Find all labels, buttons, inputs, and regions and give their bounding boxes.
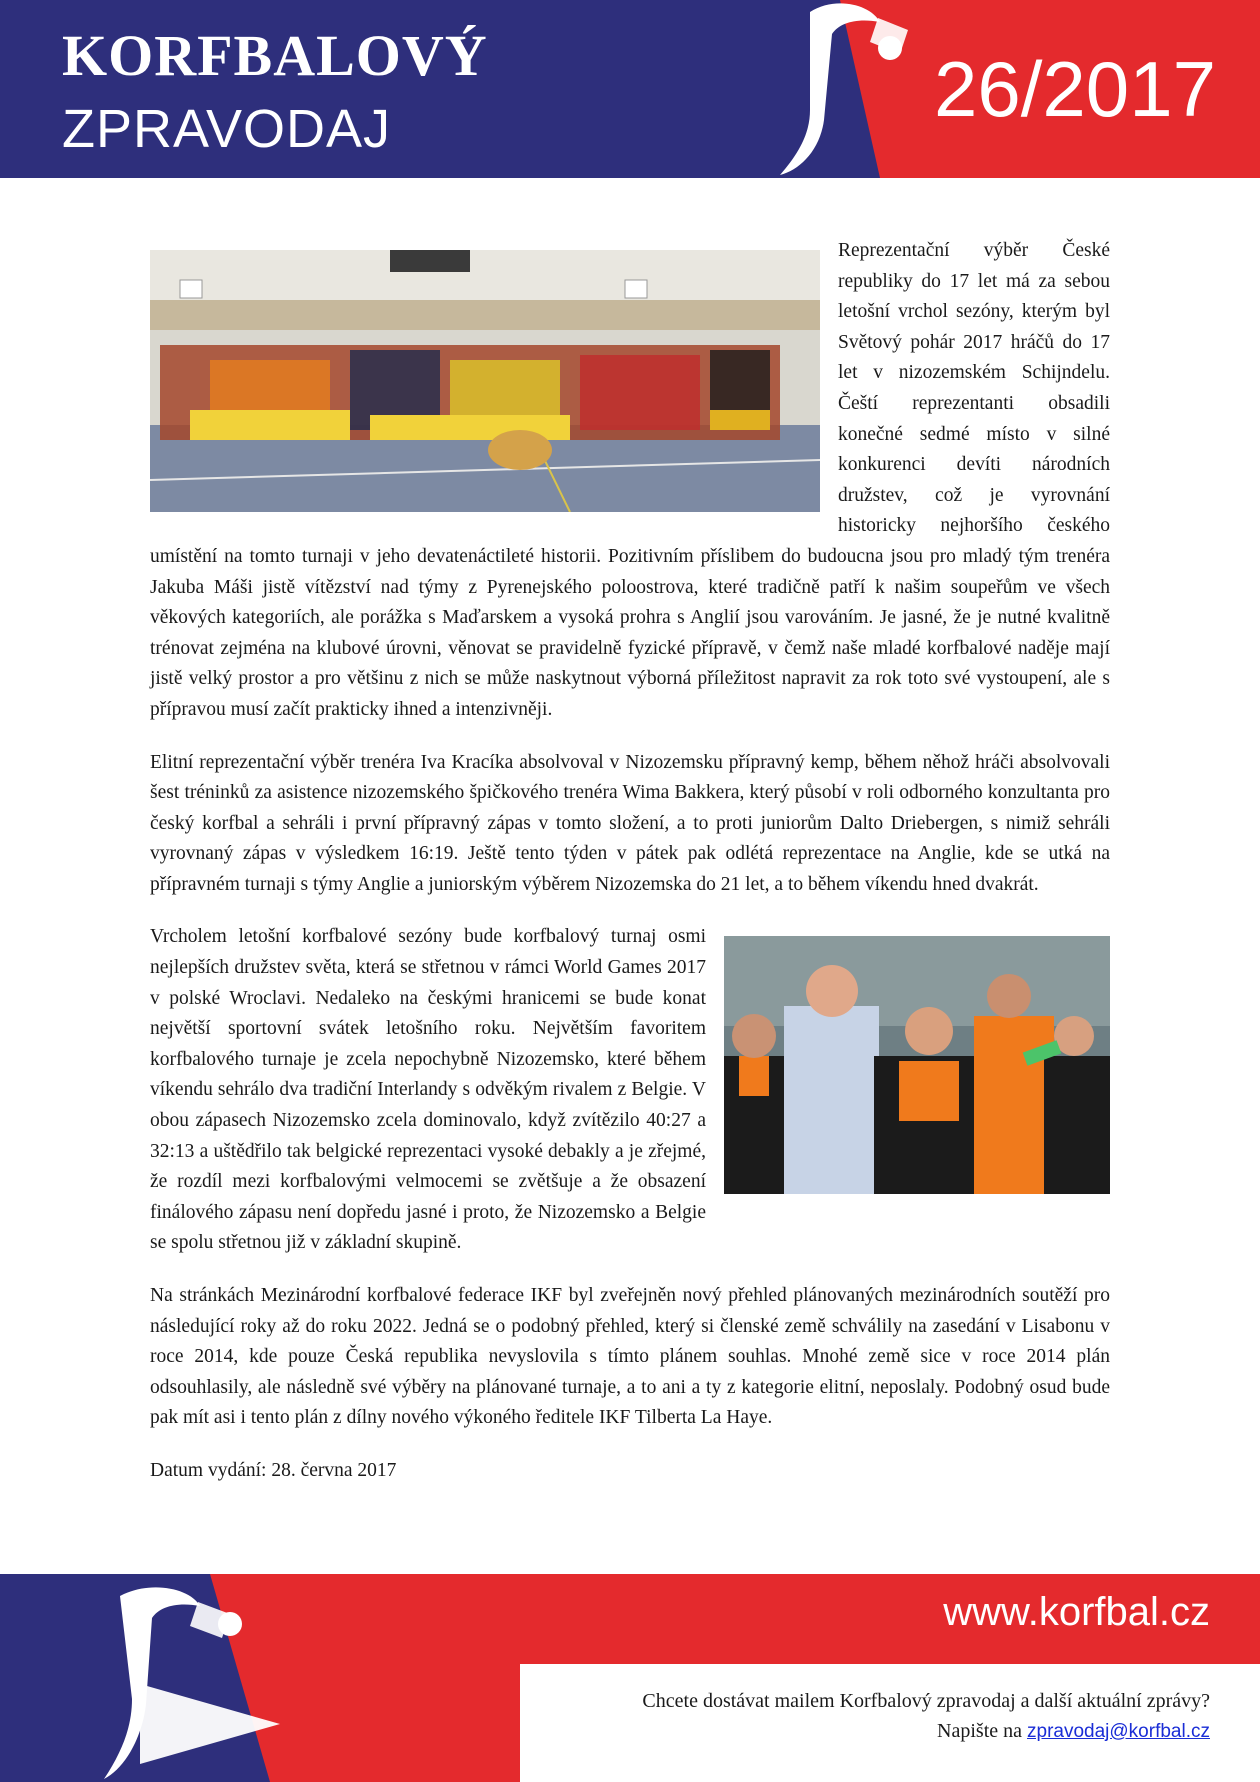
article-paragraph-3: Vrcholem letošní korfbalové sezóny bude korfbalový turnaj osmi nejlepších družstev světa, která se střetnou v rámci World Games 2017 v polské Wroclavi. Nedaleko na českými hranicemi se bude konat největší sportovní svátek letošního roku. Největším favoritem korfbalového turnaje je zcela nepochybně Nizozemsko, které během víkendu sehrálo dva tradiční Interlandy s odvěkým rivalem z Belgie. V obou zápasech Nizozemsko zcela dominovalo, když zvítězilo 40:27 a 32:13 a uštědřilo tak belgické reprezentaci vysoké debakly a je zřejmé, že rozdíl mezi korfbalovými velmocemi se zvětšuje a že obsazení finálového zápasu není dopředu jasné i proto, že Nizozemsko a Belgie se spolu střetnou již v základní skupině. [150, 926, 706, 1254]
promo-line-2 [642, 1716, 1210, 1747]
newsletter-title-line2: ZPRAVODAJ [62, 99, 392, 159]
korfball-player-logo-icon [740, 0, 940, 178]
promo-line-2-prefix: Napište na [937, 1720, 1028, 1742]
article-paragraph-2: Elitní reprezentační výběr trenéra Iva Kracíka absolvoval v Nizozemsku přípravný kemp, během něhož hráči absolvovali šest tréninků za asistence nizozemského špičkového trenéra Wima Bakkera, který působí v roli odborného konzultanta pro český korfbal a sehráli i první přípravný zápas v tomto složení, a to proti juniorům Dalto Driebergen, s nimiž sehráli vyrovnaný zápas v výsledkem 16:19. Ještě tento týden v pátek pak odlétá reprezentace na Anglie, kde se utká na přípravném turnaji s týmy Anglie a juniorským výběrem Nizozemska do 21 let, a to během víkendu hned dvakrát. [150, 751, 1110, 895]
team-group-photo [150, 250, 820, 512]
issue-number: 26/2017 [934, 45, 1216, 133]
article-paragraph-1: Reprezentační výběr České republiky do 17 let má za sebou letošní vrchol sezóny, kterým byl Světový pohár 2017 hráčů do 17 let v nizozemském Schijndelu. Čeští reprezentanti obsadili konečné sedmé místo v silné konkurenci devíti národních družstev, což je vyrovnání historicky nejhoršího českého umístění na tomto turnaji v jeho devatenáctileté historii. Pozitivním příslibem do budoucna jsou pro mladý tým trenéra Jakuba Máši jistě vítězství nad týmy z Pyrenejského poloostrova, které tradičně patří k našim soupeřům ve všech věkových kategoriích, ale porážka s Maďarskem a vysoká prohra s Anglií jsou varováním. Je jasné, že je nutné kvalitně trénovat zejména na klubové úrovni, věnovat se pravidelně fyzické přípravě, v čemž naše mladé korfbalové naděje mají jistě velký prostor a pro většinu z nich se může naskytnout výborná příležitost napravit za rok toto své vystoupení, ale s přípravou musí začít prakticky ihned a intenzivněji. [150, 240, 1110, 720]
newsletter-header [0, 0, 1260, 178]
group-photo-image [150, 250, 820, 512]
email-link[interactable]: zpravodaj@korfbal.cz [1027, 1721, 1210, 1742]
article-body [150, 236, 1110, 1487]
coach-photo-image [724, 936, 1110, 1194]
korfball-player-logo-icon [80, 1574, 280, 1782]
subscription-promo [642, 1686, 1210, 1747]
website-url: www.korfbal.cz [943, 1590, 1210, 1634]
issue-date: Datum vydání: 28. června 2017 [150, 1459, 397, 1481]
newsletter-title-line1: KORFBALOVÝ [62, 23, 488, 88]
article-paragraph-4: Na stránkách Mezinárodní korfbalové federace IKF byl zveřejněn nový přehled plánovaných mezinárodních soutěží pro následující roky až do roku 2022. Jedná se o podobný přehled, který si členské země schválily na zasedání v Lisabonu v roce 2014, kde pouze Česká republika nevyslovila s tímto plánem souhlas. Mnohé země sice v roce 2014 plán odsouhlasily, ale následně své výběry na plánované turnaje, a to ani a ty z kategorie elitní, neposlaly. Podobný osud bude pak mít asi i tento plán z dílny nového výkoného ředitele IKF Tilberta La Haye. [150, 1285, 1110, 1429]
promo-line-1: Chcete dostávat mailem Korfbalový zpravodaj a další aktuální zprávy? [642, 1690, 1210, 1712]
coach-team-photo [724, 936, 1110, 1194]
newsletter-footer [0, 1574, 1260, 1782]
